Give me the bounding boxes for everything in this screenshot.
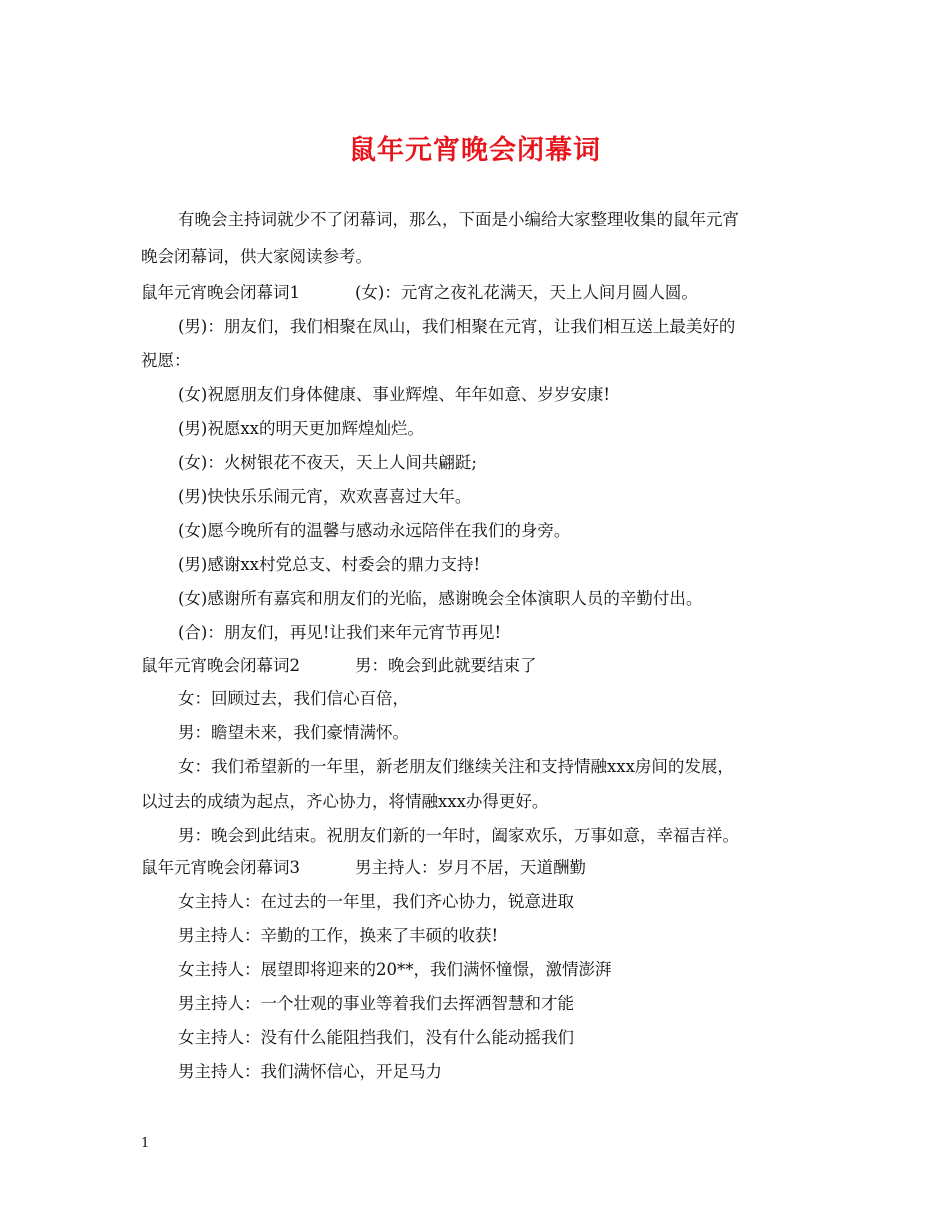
dialogue-line: (男)感谢xx村党总支、村委会的鼎力支持! — [178, 555, 481, 574]
dialogue-line: (女)：元宵之夜礼花满天，天上人间月圆人圆。 — [355, 283, 698, 302]
dialogue-line: 女主持人：展望即将迎来的20**，我们满怀憧憬，激情澎湃 — [178, 960, 612, 979]
dialogue-line: 男主持人：岁月不居，天道酬勤 — [355, 858, 586, 877]
dialogue-line: (女)愿今晚所有的温馨与感动永远陪伴在我们的身旁。 — [178, 521, 571, 540]
intro-line: 有晚会主持词就少不了闭幕词，那么，下面是小编给大家整理收集的鼠年元宵 — [178, 210, 739, 229]
dialogue-line: 以过去的成绩为起点，齐心协力，将情融xxx办得更好。 — [141, 792, 549, 811]
dialogue-line: 男主持人：一个壮观的事业等着我们去挥洒智慧和才能 — [178, 994, 574, 1013]
dialogue-line: 男：晚会到此结束。祝朋友们新的一年时，阖家欢乐，万事如意，幸福吉祥。 — [178, 826, 739, 845]
page-number: 1 — [141, 1136, 150, 1151]
intro-line: 晚会闭幕词，供大家阅读参考。 — [141, 247, 372, 266]
dialogue-line: (女)感谢所有嘉宾和朋友们的光临，感谢晚会全体演职人员的辛勤付出。 — [178, 589, 703, 608]
dialogue-line: (男)祝愿xx的明天更加辉煌灿烂。 — [178, 419, 424, 438]
section-heading: 鼠年元宵晚会闭幕词3 — [141, 858, 300, 877]
dialogue-line: 男：晚会到此就要结束了 — [355, 656, 537, 675]
section-heading-row — [141, 857, 821, 879]
dialogue-line: 男主持人：我们满怀信心，开足马力 — [178, 1062, 442, 1081]
dialogue-line: (男)：朋友们，我们相聚在凤山，我们相聚在元宵，让我们相互送上最美好的 — [178, 317, 736, 336]
dialogue-line: 男：瞻望未来，我们豪情满怀。 — [178, 723, 409, 742]
section-heading-row — [141, 282, 821, 304]
dialogue-line: (女)：火树银花不夜天，天上人间共翩跹; — [178, 453, 477, 472]
dialogue-line: (女)祝愿朋友们身体健康、事业辉煌、年年如意、岁岁安康! — [178, 385, 611, 404]
dialogue-line: 女主持人：没有什么能阻挡我们，没有什么能动摇我们 — [178, 1028, 574, 1047]
section-heading: 鼠年元宵晚会闭幕词1 — [141, 283, 300, 302]
dialogue-line: 祝愿： — [141, 351, 191, 370]
dialogue-line: (男)快快乐乐闹元宵，欢欢喜喜过大年。 — [178, 487, 472, 506]
dialogue-line: 女：回顾过去，我们信心百倍， — [178, 689, 409, 708]
dialogue-line: 女：我们希望新的一年里，新老朋友们继续关注和支持情融xxx房间的发展， — [178, 757, 734, 776]
dialogue-line: (合)：朋友们，再见!让我们来年元宵节再见! — [178, 623, 502, 642]
dialogue-line: 男主持人：辛勤的工作，换来了丰硕的收获! — [178, 926, 499, 945]
section-heading-row — [141, 655, 821, 677]
document-title: 鼠年元宵晚会闭幕词 — [349, 135, 601, 166]
dialogue-line: 女主持人：在过去的一年里，我们齐心协力，锐意进取 — [178, 892, 574, 911]
section-heading: 鼠年元宵晚会闭幕词2 — [141, 656, 300, 675]
